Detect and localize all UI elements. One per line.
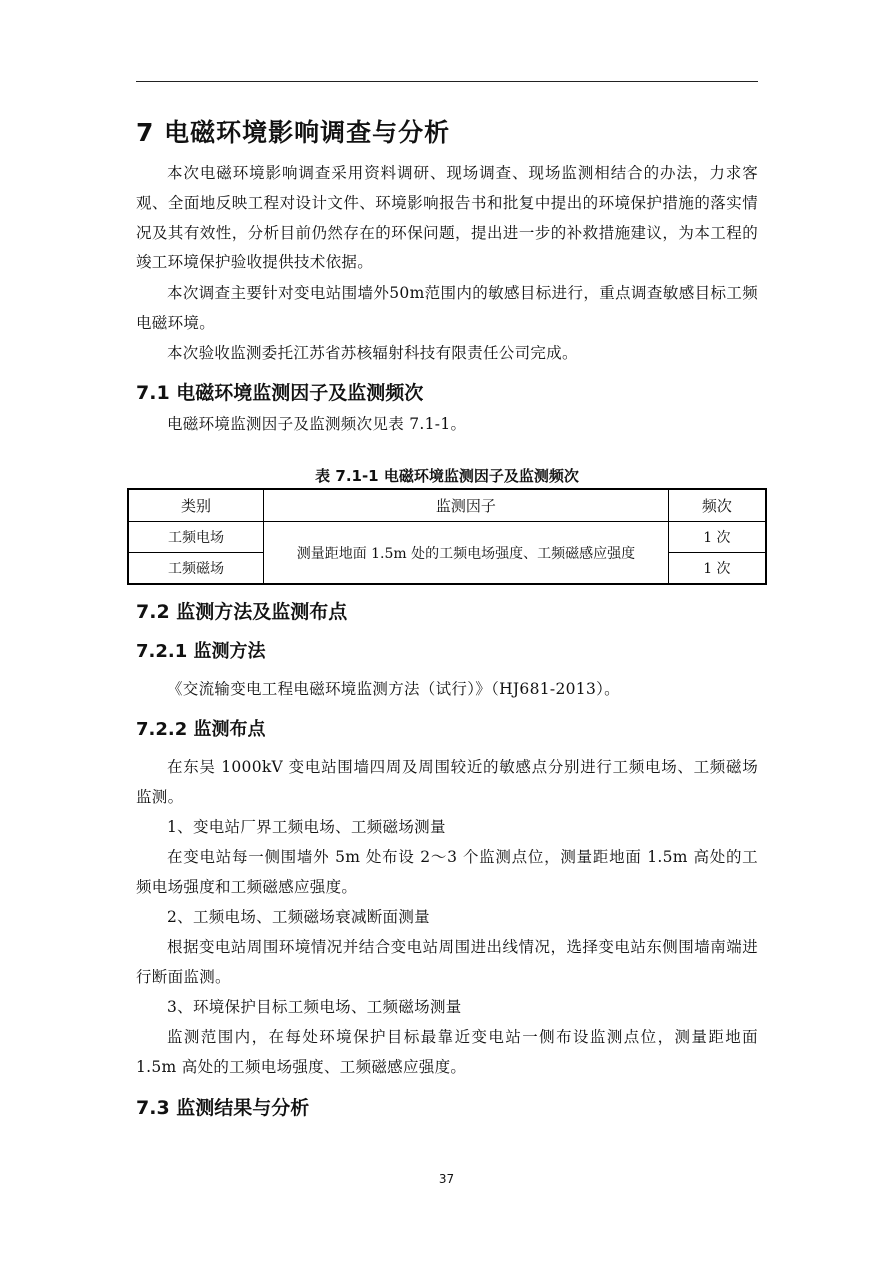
layout-paragraph-4: 监测范围内，在每处环境保护目标最靠近变电站一侧布设监测点位，测量距地面 1.5m 高处的工频电场强度、工频磁感应强度。 (136, 1028, 758, 1076)
table-row (128, 522, 766, 553)
table-header-cell: 频次 (668, 489, 766, 522)
section-7-2-1-text: 《交流输变电工程电磁环境监测方法（试行）》（HJ681-2013）。 (167, 680, 620, 698)
table-cell-factor: 测量距地面 1.5m 处的工频电场强度、工频磁感应强度 (264, 522, 669, 585)
section-7-1-title: 7.1 电磁环境监测因子及监测频次 (136, 382, 424, 404)
intro-paragraph-2: 本次调查主要针对变电站围墙外50m范围内的敏感目标进行，重点调查敏感目标工频电磁环境。 (136, 284, 758, 332)
intro-paragraph-3: 本次验收监测委托江苏省苏核辐射科技有限责任公司完成。 (167, 344, 578, 362)
page-number: 37 (438, 1172, 455, 1186)
section-7-3-title: 7.3 监测结果与分析 (136, 1097, 310, 1119)
layout-paragraph-2: 在变电站每一侧围墙外 5m 处布设 2～3 个监测点位，测量距地面 1.5m 高处的工频电场强度和工频磁感应强度。 (136, 848, 758, 896)
section-7-2-1-title: 7.2.1 监测方法 (136, 641, 266, 662)
table-cell-category: 工频磁场 (128, 553, 264, 585)
table-cell-frequency: 1 次 (668, 522, 766, 553)
table-cell-category: 工频电场 (128, 522, 264, 553)
layout-paragraph-1: 在东吴 1000kV 变电站围墙四周及周围较近的敏感点分别进行工频电场、工频磁场监测。 (136, 758, 758, 806)
layout-item-1: 1、变电站厂界工频电场、工频磁场测量 (167, 818, 446, 836)
table-header-row (128, 489, 766, 522)
layout-item-3: 3、环境保护目标工频电场、工频磁场测量 (167, 998, 462, 1016)
chapter-heading: 7 电磁环境影响调查与分析 (136, 118, 451, 147)
section-7-1-text: 电磁环境监测因子及监测频次见表 7.1-1。 (167, 415, 467, 433)
table-header-cell: 类别 (128, 489, 264, 522)
intro-paragraph-1: 本次电磁环境影响调查采用资料调研、现场调查、现场监测相结合的办法，力求客观、全面地反映工程对设计文件、环境影响报告书和批复中提出的环境保护措施的落实情况及其有效性，分析目前仍然存在的环保问题，提出进一步的补救措施建议，为本工程的竣工环境保护验收提供技术依据。 (136, 164, 758, 272)
layout-paragraph-3: 根据变电站周围环境情况并结合变电站周围进出线情况，选择变电站东侧围墙南端进行断面监测。 (136, 938, 758, 986)
section-7-2-2-title: 7.2.2 监测布点 (136, 719, 266, 740)
table-caption: 表 7.1-1 电磁环境监测因子及监测频次 (315, 467, 579, 485)
table-cell-frequency: 1 次 (668, 553, 766, 585)
header-rule (136, 81, 758, 82)
layout-item-2: 2、工频电场、工频磁场衰减断面测量 (167, 908, 430, 926)
table-header-cell: 监测因子 (264, 489, 669, 522)
section-7-2-title: 7.2 监测方法及监测布点 (136, 601, 348, 623)
monitoring-table (127, 488, 767, 585)
